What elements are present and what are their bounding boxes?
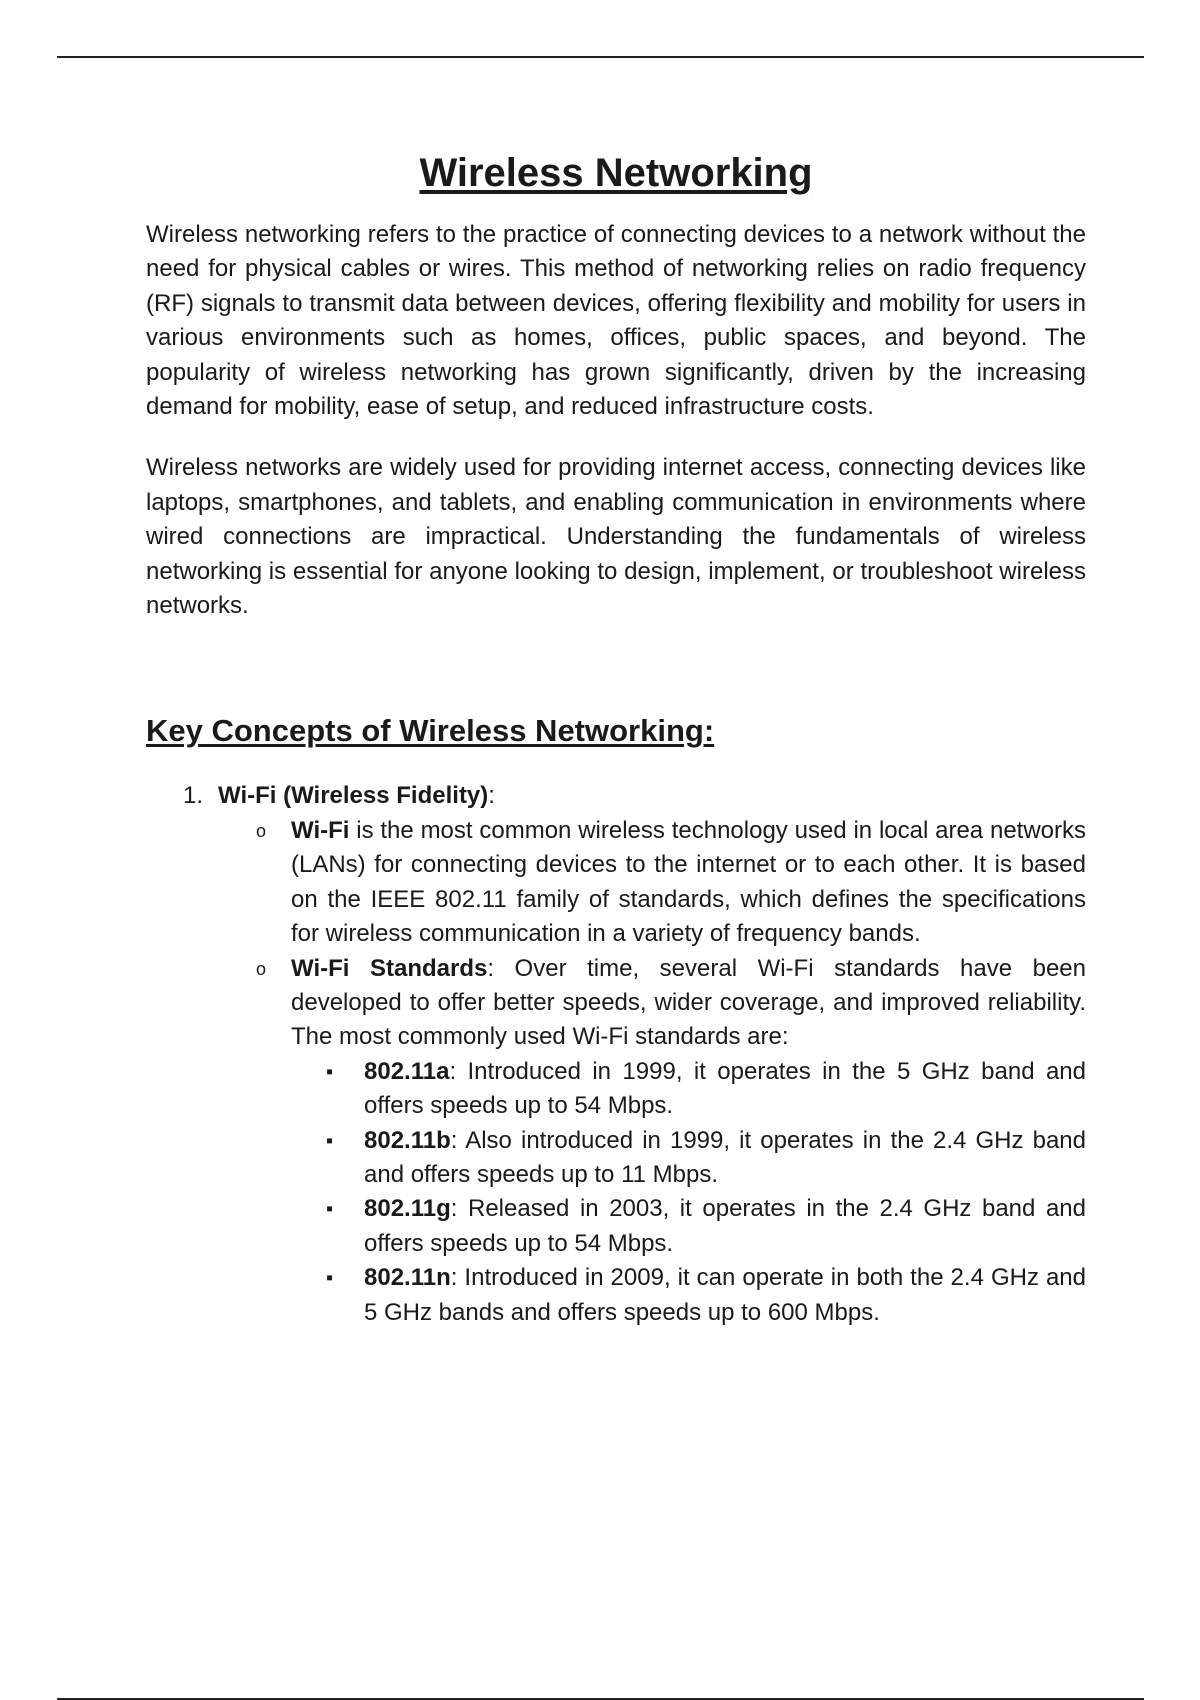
sub-item-wifi-standards xyxy=(218,952,1086,1330)
header-rule xyxy=(57,56,1144,58)
standard-802-11n xyxy=(218,1261,1086,1330)
sub-item-term: Wi-Fi xyxy=(291,816,350,844)
square-bullet-icon: ▪ xyxy=(326,1267,334,1290)
circle-bullet-icon: o xyxy=(256,820,267,841)
standard-term: 802.11b xyxy=(364,1126,451,1154)
sub-item-text: : Over time, several Wi-Fi standards have been developed to offer better speeds, wider coverage, and improved reliability. The most commonly used Wi-Fi standards are: xyxy=(291,954,1086,1051)
standard-term: 802.11g xyxy=(364,1195,451,1223)
list-number: 1. xyxy=(183,782,204,810)
standard-text: : Also introduced in 1999, it operates in the 2.4 GHz band and offers speeds up to 11 Mbps. xyxy=(364,1126,1086,1188)
standard-text: : Introduced in 1999, it operates in the 5 GHz band and offers speeds up to 54 Mbps. xyxy=(364,1057,1086,1120)
wifi-sub-list xyxy=(218,814,1086,1330)
list-item-wifi xyxy=(146,779,1086,1330)
section-heading: Key Concepts of Wireless Networking: xyxy=(146,713,715,749)
standard-802-11b xyxy=(218,1124,1086,1193)
square-bullet-icon: ▪ xyxy=(326,1198,334,1221)
square-bullet-icon: ▪ xyxy=(326,1060,334,1083)
standard-term: 802.11a xyxy=(364,1057,450,1085)
standards-list xyxy=(218,1055,1086,1330)
standard-text: : Released in 2003, it operates in the 2.4 GHz band and offers speeds up to 54 Mbps. xyxy=(364,1195,1086,1257)
document-body xyxy=(146,146,1086,1330)
circle-bullet-icon: o xyxy=(256,958,267,979)
list-item-suffix: : xyxy=(488,782,495,810)
standard-802-11a xyxy=(218,1055,1086,1124)
intro-paragraph: Wireless networking refers to the practice of connecting devices to a network without the need for physical cables or wires. This method of networking relies on radio frequency (RF) signals to transmit data between devices, offering flexibility and mobility for users in various environments such as homes, offices, public spaces, and beyond. The popularity of wireless networking has grown significantly, driven by the increasing demand for mobility, ease of setup, and reduced infrastructure costs. xyxy=(146,221,1086,421)
usage-paragraph: Wireless networks are widely used for providing internet access, connecting devices like laptops, smartphones, and tablets, and enabling communication in environments where wired connections are impractical. Understanding the fundamentals of wireless networking is essential for anyone looking to design, implement, or troubleshoot wireless networks. xyxy=(146,454,1086,620)
standard-term: 802.11n xyxy=(364,1264,451,1292)
key-concepts-list xyxy=(146,779,1086,1330)
list-item-term: Wi-Fi (Wireless Fidelity) xyxy=(218,782,489,810)
square-bullet-icon: ▪ xyxy=(326,1129,334,1152)
document-title: Wireless Networking xyxy=(419,151,813,195)
standard-802-11g xyxy=(218,1192,1086,1261)
sub-item-text: is the most common wireless technology used in local area networks (LANs) for connecting devices to the internet or to each other. It is based on the IEEE 802.11 family of standards, which defines the specifications for wireless communication in a variety of frequency bands. xyxy=(291,816,1086,948)
sub-item-wifi xyxy=(218,814,1086,952)
sub-item-term: Wi-Fi Standards xyxy=(291,954,488,982)
standard-text: : Introduced in 2009, it can operate in both the 2.4 GHz and 5 GHz bands and offers speeds up to 600 Mbps. xyxy=(364,1264,1086,1326)
